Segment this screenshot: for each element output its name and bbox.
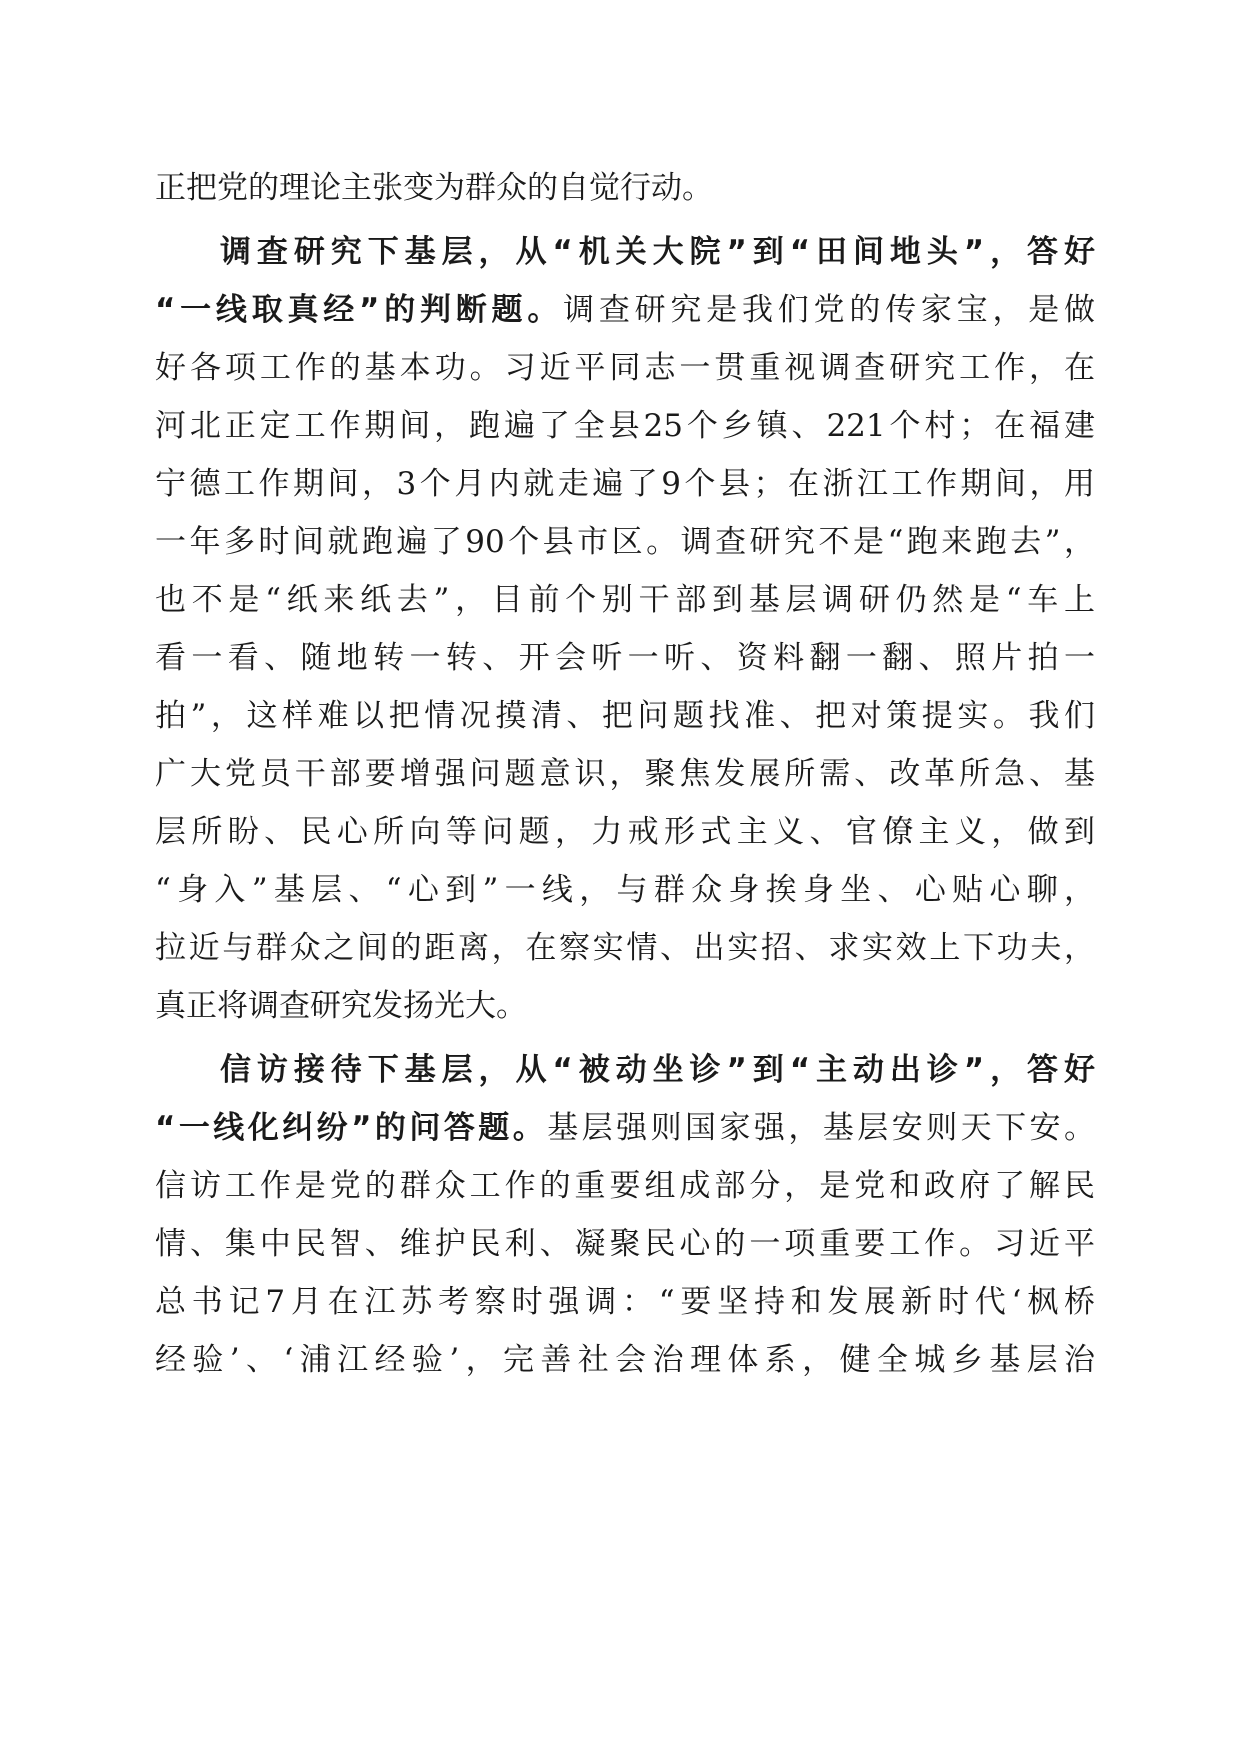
text-line-11 [155, 744, 1095, 804]
line-text: 看一看、随地转一转、开会听一听、资料翻一翻、照片拍一 [155, 640, 1095, 676]
text-line-10 [155, 686, 1095, 746]
section-heading-line-2 [220, 1040, 1095, 1100]
text-line-8 [155, 570, 1095, 630]
line-text: 调查研究是我们党的传家宝，是做 [563, 292, 1095, 328]
text-line-4 [155, 338, 1095, 398]
line-text: 广大党员干部要增强问题意识，聚焦发展所需、改革所急、基 [155, 756, 1095, 792]
text-line-21 [155, 1330, 1095, 1390]
text-line-5 [155, 396, 1095, 456]
line-text: 拍”，这样难以把情况摸清、把问题找准、把对策提实。我们 [155, 698, 1095, 734]
line-text: 一年多时间就跑遍了90个县市区。调查研究不是“跑来跑去”， [155, 524, 1095, 560]
section-heading-continued: “一线取真经”的判断题。 [155, 292, 564, 328]
line-text: 经验’、‘浦江经验’，完善社会治理体系，健全城乡基层治 [155, 1342, 1095, 1378]
line-text: 情、集中民智、维护民利、凝聚民心的一项重要工作。习近平 [155, 1226, 1095, 1262]
line-text: 好各项工作的基本功。习近平同志一贯重视调查研究工作，在 [155, 350, 1095, 386]
line-text: 正把党的理论主张变为群众的自觉行动。 [155, 170, 713, 206]
line-text: 宁德工作期间，3个月内就走遍了9个县；在浙江工作期间，用 [155, 466, 1095, 502]
text-line-17 [155, 1098, 1095, 1158]
text-line-14 [155, 918, 1095, 978]
section-heading: 调查研究下基层，从“机关大院”到“田间地头”，答好 [220, 234, 1095, 270]
text-line-7 [155, 512, 1095, 572]
text-line-18 [155, 1156, 1095, 1216]
text-line-1 [155, 158, 1095, 218]
text-line-6 [155, 454, 1095, 514]
line-text: 总书记7月在江苏考察时强调：“要坚持和发展新时代‘枫桥 [155, 1284, 1095, 1320]
text-line-20 [155, 1272, 1095, 1332]
text-line-13 [155, 860, 1095, 920]
line-text: 也不是“纸来纸去”，目前个别干部到基层调研仍然是“车上 [155, 582, 1095, 618]
section-heading-continued: “一线化纠纷”的问答题。 [155, 1110, 548, 1146]
text-line-12 [155, 802, 1095, 862]
line-text: 层所盼、民心所向等问题，力戒形式主义、官僚主义，做到 [155, 814, 1095, 850]
line-text: 基层强则国家强，基层安则天下安。 [547, 1110, 1096, 1146]
section-heading-line-1 [220, 222, 1095, 282]
text-line-19 [155, 1214, 1095, 1274]
line-text: 河北正定工作期间，跑遍了全县25个乡镇、221个村；在福建 [155, 408, 1095, 444]
section-heading: 信访接待下基层，从“被动坐诊”到“主动出诊”，答好 [220, 1052, 1095, 1088]
text-line-3 [155, 280, 1095, 340]
line-text: 拉近与群众之间的距离，在察实情、出实招、求实效上下功夫， [155, 930, 1095, 966]
line-text: 信访工作是党的群众工作的重要组成部分，是党和政府了解民 [155, 1168, 1095, 1204]
text-line-15 [155, 976, 1095, 1036]
line-text: 真正将调查研究发扬光大。 [155, 988, 527, 1024]
line-text: “身入”基层、“心到”一线，与群众身挨身坐、心贴心聊， [155, 872, 1095, 908]
text-line-9 [155, 628, 1095, 688]
